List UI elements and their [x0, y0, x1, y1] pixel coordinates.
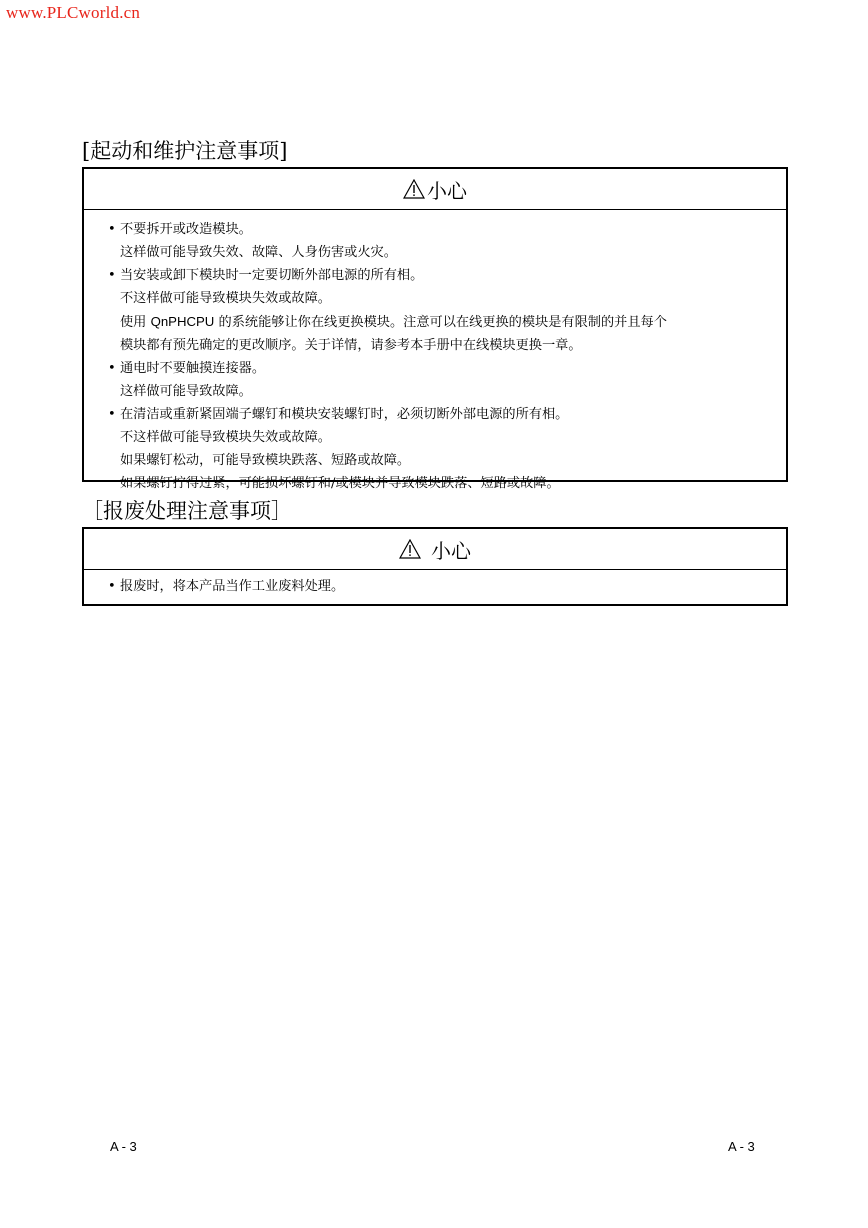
list-item [108, 218, 786, 264]
caution-header [84, 529, 786, 570]
caution-label: 小心 [431, 538, 471, 563]
item-text: 不这样做可能导致模块失效或故障。 [120, 291, 331, 306]
page-number-left: A - 3 [110, 1139, 137, 1154]
caution-label: 小心 [427, 178, 467, 203]
caution-box-disposal [82, 527, 788, 606]
list-item [108, 357, 786, 403]
list-item [108, 403, 786, 495]
item-text: 当安装或卸下模块时一定要切断外部电源的所有相。 [120, 268, 424, 283]
caution-body [84, 570, 786, 602]
bullet-icon: • [108, 268, 116, 283]
page-number-right: A - 3 [728, 1139, 755, 1154]
item-text-part: 的系统能够让你在线更换模块。注意可以在线更换的模块是有限制的并且每个 [214, 315, 667, 330]
list-item [108, 575, 786, 598]
item-text: 不这样做可能导致模块失效或故障。 [120, 430, 331, 445]
item-text: 如果螺钉松动，可能导致模块跌落、短路或故障。 [120, 453, 411, 468]
warning-triangle-icon [403, 179, 425, 199]
caution-header [84, 169, 786, 210]
item-text: 在清洁或重新紧固端子螺钉和模块安装螺钉时，必须切断外部电源的所有相。 [120, 407, 569, 422]
bullet-icon: • [108, 407, 116, 422]
bullet-icon: • [108, 361, 116, 376]
item-text: 不要拆开或改造模块。 [120, 222, 252, 237]
list-item [108, 264, 786, 357]
warning-triangle-icon [399, 539, 421, 559]
bullet-icon: • [108, 579, 116, 594]
item-text-part: 使用 [120, 315, 151, 330]
section-title-maintenance: [起动和维护注意事项] [82, 139, 288, 163]
watermark: www.PLCworld.cn [6, 3, 141, 22]
item-text: 模块都有预先确定的更改顺序。关于详情，请参考本手册中在线模块更换一章。 [120, 338, 582, 353]
caution-box-maintenance [82, 167, 788, 491]
item-text: 这样做可能导致故障。 [120, 384, 252, 399]
item-text: 报废时，将本产品当作工业废料处理。 [120, 579, 345, 594]
item-text: 这样做可能导致失效、故障、人身伤害或火灾。 [120, 245, 397, 260]
bullet-icon: • [108, 222, 116, 237]
caution-body [84, 210, 786, 499]
cpu-model-text: QnPHCPU [150, 314, 215, 329]
item-text [108, 310, 786, 334]
item-text: 如果螺钉拧得过紧，可能损坏螺钉和/或模块并导致模块跌落、短路或故障。 [120, 476, 560, 491]
section-title-disposal: ［报废处理注意事项］ [82, 499, 292, 523]
item-text: 通电时不要触摸连接器。 [120, 361, 266, 376]
